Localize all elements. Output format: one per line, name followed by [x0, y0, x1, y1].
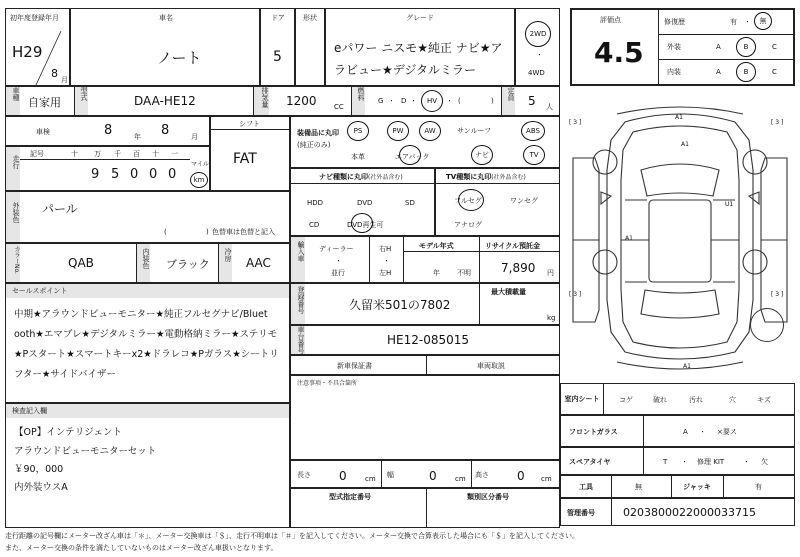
import-divider-1: [369, 237, 370, 282]
spare-opt-none: 欠: [761, 458, 768, 466]
interior-color-label: 内装色: [136, 244, 150, 282]
registration-divider: [479, 284, 480, 324]
import-header-line: [403, 251, 559, 252]
inspector-line-4: 内外装ウスA: [14, 482, 68, 493]
inspection-label: 車検: [36, 128, 50, 136]
equip-sunroof: サンルーフ: [457, 127, 492, 135]
rating-divider: [658, 10, 659, 84]
equip-leather: 本革: [351, 153, 365, 161]
drive-2wd-circle: 2WD: [525, 21, 551, 47]
ac-value: AAC: [246, 256, 271, 270]
model-year-value: 不明: [457, 269, 471, 277]
selling-point-line-1: 中期★アラウンドビューモニター★純正フルセグナビ/Bluet: [14, 309, 268, 320]
spare-opt-t: T: [663, 458, 668, 466]
displacement-value: 1200: [286, 94, 317, 108]
registration-label: 登録番号: [291, 284, 305, 324]
fuel-hv-circle: HV: [421, 90, 443, 112]
mileage-digit-1: 9: [91, 167, 100, 182]
equip-navi-circle: ナビ: [471, 145, 493, 165]
tools-label: 工具: [579, 483, 593, 491]
shift-label: シフト: [239, 120, 260, 128]
bracket-br: [ 3 ]: [771, 291, 784, 298]
notes-box: [290, 375, 560, 460]
max-load-label: 最大積載量: [491, 288, 526, 296]
management-divider: [611, 499, 612, 525]
type-number-label: 型式指定番号: [329, 493, 371, 501]
interior-sheet-opt-4: 穴: [729, 396, 736, 404]
tools-row: [560, 475, 795, 498]
fuel-label: 燃料: [351, 87, 365, 115]
mileage-digit-2: 5: [111, 167, 120, 182]
mileage-digit-4: 0: [149, 167, 158, 182]
damage-mark-hood: A1: [681, 141, 689, 148]
tv-box: [435, 168, 560, 236]
selling-point-line-3: ★Pスタート★スマートキーx2★ドラレコ★Pガラス★シートリ: [14, 349, 279, 360]
model-label: 型式: [74, 87, 88, 115]
rating-box: [570, 8, 795, 86]
fuel-paren-open: (: [458, 97, 461, 105]
car-type-label: 車種: [6, 87, 20, 115]
tv-analog: アナログ: [454, 221, 482, 229]
first-registration-era: H29: [12, 43, 43, 61]
model-value: DAA-HE12: [134, 94, 196, 108]
interior-grade-c: C: [772, 68, 777, 76]
navi-box: [290, 168, 435, 236]
dim-divider-1: [381, 461, 382, 487]
grade-label: グレード: [406, 14, 434, 22]
equip-aw-circle: AW: [419, 121, 441, 141]
capacity-value: 5: [528, 94, 536, 108]
width-unit: cm: [455, 475, 466, 483]
score-label: 評価点: [600, 16, 621, 24]
mile-label: マイル: [191, 161, 209, 168]
interior-sheet-opt-2: 破れ: [653, 396, 667, 404]
shift-box: [210, 116, 290, 191]
ac-label: 冷房: [218, 244, 232, 282]
jack-value: 有: [755, 483, 762, 491]
spec-row: [5, 86, 560, 116]
windshield-dot: ・: [699, 428, 706, 436]
mileage-header-line: [20, 159, 190, 160]
capacity-label: 定員: [501, 87, 515, 115]
mileage-unit-2: 千: [114, 150, 121, 158]
drive-box: [515, 8, 560, 86]
color-no-row: [5, 243, 290, 283]
navi-dvd: DVD: [357, 199, 373, 207]
mileage-unit-1: 万: [94, 150, 101, 158]
dim-divider-2: [471, 461, 472, 487]
tools-divider-3: [723, 476, 724, 497]
chassis-box: [290, 325, 560, 355]
rating-row-line-1: [658, 34, 793, 35]
inspection-year-unit: 年: [134, 133, 141, 141]
bracket-tr: [ 3 ]: [771, 119, 784, 126]
docs-divider: [426, 356, 427, 374]
length-label: 長さ: [297, 471, 311, 479]
inspection-year: 8: [104, 123, 113, 138]
selling-points-label: セールスポイント: [6, 284, 289, 298]
mileage-digit-5: 0: [168, 167, 177, 182]
management-value: 0203800022000033715: [623, 506, 756, 519]
selling-point-line-4: フター★サイドバイザー: [14, 369, 116, 380]
height-unit: cm: [541, 475, 552, 483]
repair-dot: ・: [744, 18, 751, 26]
import-divider-2: [403, 237, 404, 282]
navi-title: [319, 173, 403, 182]
navi-note: (社外品含む): [368, 174, 403, 181]
score-value: 4.5: [594, 36, 644, 69]
fuel-g: G: [378, 97, 384, 105]
color-no-value: QAB: [68, 256, 94, 270]
mileage-unit-3: 百: [133, 150, 140, 158]
exterior-grade-b-circle: B: [736, 37, 756, 57]
equipment-note: (純正のみ): [297, 141, 331, 149]
car-name-box: [70, 8, 260, 86]
type-number-divider: [426, 489, 427, 527]
equip-abs-circle: ABS: [521, 121, 545, 141]
chassis-value: HE12-085015: [387, 333, 470, 347]
tv-note: (社外品含む): [491, 174, 526, 181]
spare-dot-2: ・: [743, 458, 750, 466]
interior-color-value: ブラック: [166, 258, 210, 271]
registration-value: 久留米501の7802: [349, 298, 451, 312]
tv-oneseg: ワンセグ: [510, 197, 538, 205]
windshield-row: [560, 415, 795, 447]
equip-ps-circle: PS: [347, 121, 369, 141]
docs-row: [290, 355, 560, 375]
navi-line: [291, 183, 434, 184]
import-box: [290, 236, 560, 283]
spare-tire-label: スペアタイヤ: [569, 458, 611, 466]
grade-box: [325, 8, 515, 86]
registration-box: [290, 283, 560, 325]
length-value: 0: [339, 469, 347, 483]
model-year-label: モデル年式: [419, 242, 454, 250]
equipment-box: [290, 116, 560, 168]
type-number-row: [290, 488, 560, 528]
jack-label: ジャッキ: [683, 483, 711, 491]
equip-airbag: エアバック: [395, 153, 430, 161]
damage-mark-front: A1: [675, 114, 683, 121]
doors-label: ドア: [271, 14, 285, 22]
doors-value: 5: [273, 49, 282, 65]
bracket-tl: [ 3 ]: [569, 119, 582, 126]
max-load-kg: kg: [547, 314, 556, 322]
equip-pw-circle: PW: [387, 121, 409, 141]
recycle-label: リサイクル預託金: [485, 242, 541, 250]
color-note: 色替車は色替と記入: [212, 228, 275, 236]
mileage-box: [5, 146, 210, 191]
dimensions-row: [290, 460, 560, 488]
damage-mark-left: A1: [625, 235, 633, 242]
mileage-unit-0: 十: [71, 150, 78, 158]
windshield-label: フロントガラス: [569, 428, 618, 436]
inspector-label: 検査記入欄: [6, 404, 289, 418]
interior-sheet-opt-5: キズ: [757, 396, 771, 404]
diagonal-divider: [6, 9, 71, 87]
length-unit: cm: [365, 475, 376, 483]
spare-tire-row: [560, 447, 795, 475]
footer-note-2: また、メーター交換の条件を満たしていないものはメーター改ざん車扱いとなります。: [5, 544, 278, 552]
inspection-month-unit: 月: [191, 133, 198, 141]
first-registration-box: [5, 8, 70, 86]
import-dealer: ディーラー: [319, 245, 354, 253]
inspector-line-1: 【OP】インテリジェント: [14, 427, 123, 438]
selling-points-box: [5, 283, 290, 403]
mileage-unit-4: 十: [152, 150, 159, 158]
exterior-label: 外装: [667, 43, 681, 51]
tools-divider-2: [671, 476, 672, 497]
color-box: [5, 191, 290, 243]
color-no-label: カラーNo.: [6, 244, 20, 282]
navi-title-text: ナビ種類に丸印: [319, 173, 368, 181]
displacement-label: 排気量: [253, 87, 269, 115]
month-unit: 月: [61, 76, 68, 84]
inspector-line-2: アラウンドビューモニターセット: [14, 446, 157, 457]
cc-unit: CC: [334, 103, 344, 111]
interior-grade-b-circle: B: [736, 62, 756, 82]
height-value: 0: [517, 469, 525, 483]
fuel-dot-3: ・: [446, 97, 453, 105]
spare-opt-kit: 修理 KIT: [697, 458, 725, 466]
usage-value: 自家用: [28, 96, 61, 109]
interior-sheet-row: [560, 383, 795, 415]
width-label: 幅: [387, 471, 394, 479]
first-registration-month: 8: [51, 67, 58, 80]
footer-note-1: 走行距離の記号欄にメーター改ざん車は「＊」、メーター交換車は「＄」、走行不明車は「＃」を記入してください。メーター交換で合算表示した場合にも「＄」を記入してください。: [5, 532, 579, 540]
navi-dvd-play: DVD再生可: [347, 221, 384, 229]
spare-tire-circle: [750, 308, 784, 342]
interior-sheet-divider: [603, 384, 604, 414]
car-name-label: 車名: [159, 14, 173, 22]
equip-tv-circle: TV: [523, 145, 545, 165]
tools-value: 無: [635, 483, 642, 491]
color-paren-close: ): [206, 228, 209, 236]
import-dot-2: ・: [383, 257, 390, 265]
recycle-value: 7,890: [501, 261, 536, 275]
damage-mark-right: U1: [725, 201, 734, 208]
exterior-grade-c: C: [772, 43, 777, 51]
tools-divider-1: [611, 476, 612, 497]
capacity-unit: 人: [546, 103, 553, 111]
spare-divider: [643, 448, 644, 474]
shift-line: [211, 129, 289, 130]
tv-title-text: TV種類に丸印: [446, 173, 492, 181]
car-name-value: ノート: [157, 49, 202, 67]
chassis-label: 車台番号: [291, 326, 305, 354]
color-value: パール: [42, 202, 78, 216]
mileage-unit-5: 一: [171, 150, 178, 158]
interior-label: 内装: [667, 68, 681, 76]
color-paren-open: (: [164, 228, 167, 236]
interior-sheet-label: 室内シート: [564, 395, 600, 403]
width-value: 0: [429, 469, 437, 483]
import-divider-3: [479, 237, 480, 282]
grade-line-2: ラビュー★デジタルミラー: [334, 63, 477, 77]
km-circle: km: [190, 172, 208, 188]
management-row: [560, 498, 795, 526]
import-dot: ・: [335, 257, 342, 265]
recycle-yen: 円: [547, 269, 554, 277]
class-number-label: 類別区分番号: [467, 493, 509, 501]
mileage-sign-label: 記号: [30, 150, 44, 158]
windshield-opt-a: A: [683, 428, 688, 436]
windshield-divider: [643, 416, 644, 446]
repair-yes: 有: [730, 18, 737, 26]
manual-label: 車両取説: [477, 362, 505, 370]
drive-4wd: 4WD: [528, 69, 545, 77]
navi-sd: SD: [405, 199, 415, 207]
tv-fullseg: フルセグ: [454, 197, 482, 205]
shape-box: [295, 8, 325, 86]
inspector-line-3: ￥90，000: [14, 464, 64, 475]
navi-cd: CD: [309, 221, 320, 229]
drive-dot: ・: [536, 51, 543, 59]
color-label: 外装色: [6, 192, 20, 242]
damage-mark-rear: A1: [683, 363, 691, 370]
management-label: 管理番号: [567, 509, 595, 517]
warranty-label: 新車保証書: [337, 362, 372, 370]
inspector-box: [5, 403, 290, 528]
windshield-opt-replace: ×要ス: [717, 428, 737, 436]
fuel-dot-2: ・: [410, 97, 417, 105]
mileage-digit-3: 0: [130, 167, 139, 182]
tv-title: [446, 173, 526, 182]
inspection-box: [5, 116, 210, 146]
repair-no-circle: 無: [754, 12, 772, 30]
notes-label: 注意事項・不具合箇所: [297, 380, 358, 387]
repair-label: 修復歴: [664, 18, 685, 26]
navi-hdd: HDD: [307, 199, 324, 207]
mileage-label: 走行: [6, 147, 20, 190]
first-registration-label: 初年度登録年月: [10, 14, 59, 22]
shift-value: FAT: [233, 151, 257, 167]
model-year-unit: 年: [433, 269, 440, 277]
grade-line-1: eパワー ニスモ★純正 ナビ★ア: [334, 41, 503, 55]
rating-row-line-2: [658, 59, 793, 60]
fuel-d: D: [401, 97, 407, 105]
spare-dot-1: ・: [681, 458, 688, 466]
interior-sheet-opt-1: コゲ: [619, 396, 633, 404]
doors-box: [260, 8, 295, 86]
import-right: 右H: [379, 245, 392, 253]
exterior-grade-a: A: [716, 43, 721, 51]
shape-label: 形状: [303, 14, 317, 22]
import-label: 輸入車: [291, 237, 305, 282]
tv-line: [436, 183, 559, 184]
interior-grade-a: A: [716, 68, 721, 76]
height-label: 高さ: [475, 471, 489, 479]
interior-sheet-opt-3: 汚れ: [689, 396, 703, 404]
inspection-month: 8: [161, 123, 170, 138]
equipment-label: 装備品に丸印: [297, 129, 339, 137]
fuel-paren-close: ): [491, 97, 494, 105]
bracket-bl: [ 3 ]: [569, 291, 582, 298]
import-parallel: 並行: [331, 269, 345, 277]
fuel-dot-1: ・: [388, 97, 395, 105]
import-left: 左H: [379, 269, 392, 277]
selling-point-line-2: ooth★エマブレ★デジタルミラー★電動格納ミラー★ステリモ: [14, 329, 278, 340]
